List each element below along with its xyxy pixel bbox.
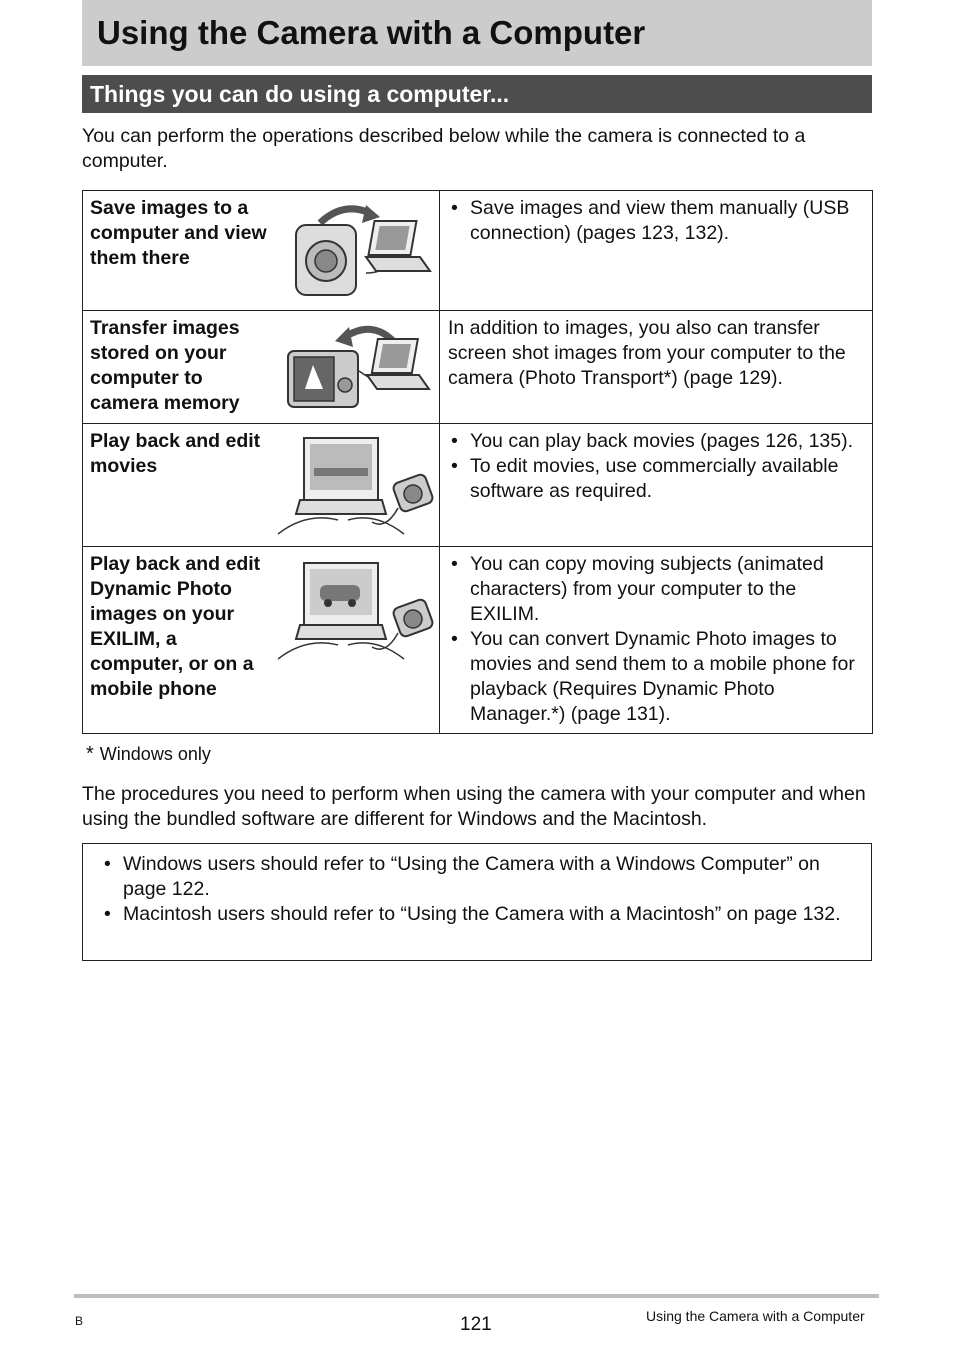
- camera-to-laptop-illustration: [288, 201, 438, 301]
- feature-description-cell: [440, 311, 873, 424]
- features-table: [82, 190, 873, 734]
- table-row: [83, 547, 873, 734]
- table-row: [83, 191, 873, 311]
- feature-bullets: [448, 552, 862, 727]
- feature-label: Transfer images stored on your computer to camera memory: [90, 317, 240, 414]
- footnote-text: Windows only: [99, 744, 211, 764]
- list-item: • Macintosh users should refer to “Using the Camera with a Macintosh” on page 132.: [101, 902, 851, 927]
- feature-cell: [83, 191, 440, 311]
- feature-cell: [83, 547, 440, 734]
- feature-label: Play back and edit Dynamic Photo images on your EXILIM, a computer, or on a mobile phone: [90, 553, 261, 700]
- title-bar: [82, 0, 872, 66]
- feature-label: Save images to a computer and view them there: [90, 197, 267, 269]
- footnote: [86, 742, 211, 766]
- reference-note-box: [82, 843, 872, 961]
- laptop-to-camera-illustration: [283, 321, 433, 421]
- procedures-paragraph: The procedures you need to perform when using the camera with your computer and when using the bundled software are different for Windows and the Macintosh.: [82, 783, 866, 830]
- table-row: [83, 311, 873, 424]
- feature-description-cell: [440, 547, 873, 734]
- feature-bullets: [448, 429, 862, 504]
- page-title: Using the Camera with a Computer: [97, 14, 646, 51]
- list-item: • Save images and view them manually (USB connection) (pages 123, 132).: [448, 196, 862, 246]
- reference-list: [101, 852, 851, 927]
- feature-cell: [83, 311, 440, 424]
- movie-edit-illustration: [276, 434, 436, 544]
- feature-paragraph: In addition to images, you also can transfer screen shot images from your computer to the camera (Photo Transport*) (page 129).: [448, 317, 846, 389]
- footer-rule: [74, 1294, 879, 1298]
- footer-chapter-title: Using the Camera with a Computer: [646, 1308, 865, 1324]
- feature-cell: [83, 424, 440, 547]
- footer-language-code: B: [75, 1314, 84, 1328]
- list-item: • You can copy moving subjects (animated characters) from your computer to the EXILIM.: [448, 552, 862, 627]
- list-item: • To edit movies, use commercially available software as required.: [448, 454, 862, 504]
- feature-description-cell: [440, 191, 873, 311]
- feature-label: Play back and edit movies: [90, 430, 261, 477]
- intro-paragraph: You can perform the operations described below while the camera is connected to a computer.: [82, 125, 806, 172]
- dynamic-photo-illustration: [276, 559, 436, 669]
- section-bar: [82, 75, 872, 113]
- section-title: Things you can do using a computer...: [90, 81, 510, 107]
- list-item: • You can convert Dynamic Photo images to movies and send them to a mobile phone for playback (Requires Dynamic Photo Manager.*) (page 131).: [448, 627, 862, 727]
- footnote-mark: *: [86, 743, 94, 765]
- table-row: [83, 424, 873, 547]
- page-number: 121: [460, 1314, 492, 1335]
- list-item: • Windows users should refer to “Using the Camera with a Windows Computer” on page 122.: [101, 852, 851, 902]
- list-item: • You can play back movies (pages 126, 135).: [448, 429, 862, 454]
- feature-bullets: [448, 196, 862, 246]
- feature-description-cell: [440, 424, 873, 547]
